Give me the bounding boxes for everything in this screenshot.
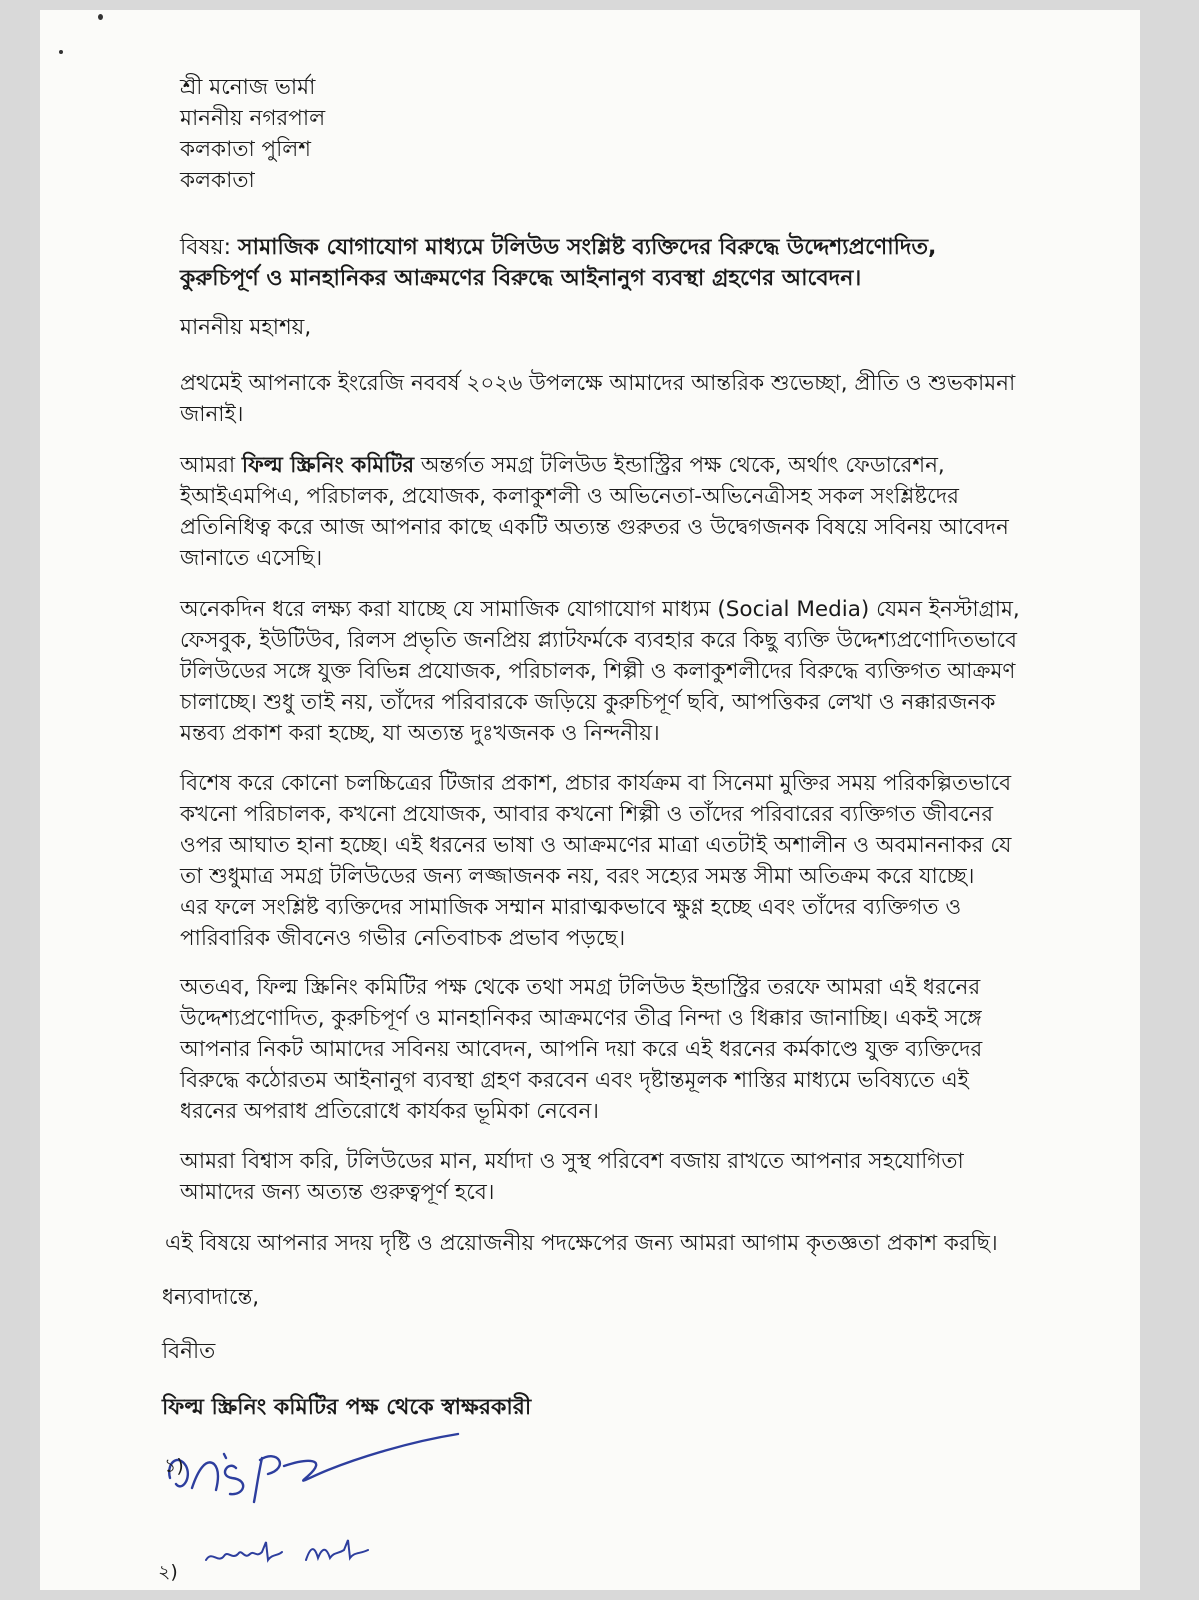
closing-thanks-text: ধন্যবাদান্তে, <box>162 1285 260 1310</box>
closing-thanks <box>162 1282 1122 1313</box>
recipient-name: শ্রী মনোজ ভার্মা <box>180 75 316 100</box>
salutation <box>180 312 1140 343</box>
paragraph-line: অনেকদিন ধরে লক্ষ্য করা যাচ্ছে যে সামাজিক যোগাযোগ মাধ্যম (Social Media) যেমন ইনস্টাগ্রাম, <box>180 597 1020 622</box>
paragraph-4 <box>180 768 1140 954</box>
paragraph-line: তা শুধুমাত্র সমগ্র টলিউডের জন্য লজ্জাজনক নয়, বরং সহ্যের সমস্ত সীমা অতিক্রম করে যাচ্ছে। <box>180 864 975 889</box>
paragraph-line: আমাদের জন্য অত্যন্ত গুরুত্বপূর্ণ হবে। <box>180 1180 495 1205</box>
paragraph-2 <box>180 450 1140 574</box>
subject-label: বিষয়: <box>180 235 232 260</box>
paragraph-line: ফেসবুক, ইউটিউব, রিলস প্রভৃতি জনপ্রিয় প্ল্যাটফর্মকে ব্যবহার করে কিছু ব্যক্তি উদ্দেশ্যপ্রণোদিতভাবে <box>180 628 1017 653</box>
paragraph-line: চালাচ্ছে। শুধু তাই নয়, তাঁদের পরিবারকে জড়িয়ে কুরুচিপূর্ণ ছবি, আপত্তিকর লেখা ও নক্কারজনক <box>180 690 996 715</box>
paragraph-line: এই বিষয়ে আপনার সদয় দৃষ্টি ও প্রয়োজনীয় পদক্ষেপের জন্য আমরা আগাম কৃতজ্ঞতা প্রকাশ করছি। <box>165 1231 998 1256</box>
letter-page <box>40 10 1140 1590</box>
paper-speck <box>98 14 103 20</box>
paragraph-line: বিশেষ করে কোনো চলচ্চিত্রের টিজার প্রকাশ, প্রচার কার্যক্রম বা সিনেমা মুক্তির সময় পরিকল্পিতভাবে <box>180 771 1012 796</box>
paragraph-7 <box>165 1228 1125 1259</box>
paragraph-line: টলিউডের সঙ্গে যুক্ত বিভিন্ন প্রযোজক, পরিচালক, শিল্পী ও কলাকুশলীদের বিরুদ্ধে ব্যক্তিগত আক্রমণ <box>180 659 1016 684</box>
committee-name: ফিল্ম স্ক্রিনিং কমিটির <box>241 453 415 478</box>
paragraph-line: উদ্দেশ্যপ্রণোদিত, কুরুচিপূর্ণ ও মানহানিকর আক্রমণের তীব্র নিন্দা ও ধিক্কার জানাচ্ছি। একই সঙ্গে <box>180 1006 982 1031</box>
paragraph-line: জানাতে এসেছি। <box>180 546 323 571</box>
paragraph-line: ইআইএমপিএ, পরিচালক, প্রযোজক, কলাকুশলী ও অভিনেতা-অভিনেত্রীসহ সকল সংশ্লিষ্টদের <box>180 484 959 509</box>
recipient-city: কলকাতা <box>180 168 255 193</box>
paragraph-line: কখনো পরিচালক, কখনো প্রযোজক, আবার কখনো শিল্পী ও তাঁদের পরিবারের ব্যক্তিগত জীবনের <box>180 802 994 827</box>
recipient-office: কলকাতা পুলিশ <box>180 137 312 162</box>
subject-line-2: কুরুচিপূর্ণ ও মানহানিকর আক্রমণের বিরুদ্ধে আইনানুগ ব্যবস্থা গ্রহণের আবেদন। <box>180 266 862 291</box>
signatory-title-text: ফিল্ম স্ক্রিনিং কমিটির পক্ষ থেকে স্বাক্ষরকারী <box>162 1395 532 1420</box>
recipient-designation: মাননীয় নগরপাল <box>180 106 326 131</box>
salutation-text: মাননীয় মহাশয়, <box>180 315 312 340</box>
recipient-address <box>180 72 1140 196</box>
paragraph-6 <box>180 1146 1140 1208</box>
paragraph-line: প্রথমেই আপনাকে ইংরেজি নববর্ষ ২০২৬ উপলক্ষে আমাদের আন্তরিক শুভেচ্ছা, প্রীতি ও শুভকামনা <box>180 371 1016 396</box>
paragraph-5 <box>180 972 1140 1127</box>
paragraph-3 <box>180 594 1140 749</box>
paragraph-1 <box>180 368 1140 430</box>
paragraph-line: এর ফলে সংশ্লিষ্ট ব্যক্তিদের সামাজিক সম্মান মারাত্মকভাবে ক্ষুণ্ণ হচ্ছে এবং তাঁদের ব্যক্তিগত ও <box>180 895 962 920</box>
paragraph-line: মন্তব্য প্রকাশ করা হচ্ছে, যা অত্যন্ত দুঃখজনক ও নিন্দনীয়। <box>180 721 660 746</box>
paragraph-line: পারিবারিক জীবনেও গভীর নেতিবাচক প্রভাব পড়ছে। <box>180 926 626 951</box>
paragraph-line: বিরুদ্ধে কঠোরতম আইনানুগ ব্যবস্থা গ্রহণ করবেন এবং দৃষ্টান্তমূলক শাস্তির মাধ্যমে ভবিষ্যতে এই <box>180 1068 969 1093</box>
paragraph-line: প্রতিনিধিত্ব করে আজ আপনার কাছে একটি অত্যন্ত গুরুতর ও উদ্বেগজনক বিষয়ে সবিনয় আবেদন <box>180 515 1009 540</box>
handwritten-signature-1 <box>158 1418 478 1508</box>
paragraph-line: জানাই। <box>180 402 244 427</box>
closing-yours-text: বিনীত <box>162 1339 216 1364</box>
paragraph-lead: আমরা <box>180 453 236 478</box>
paper-speck <box>59 50 63 54</box>
subject-block <box>180 232 1140 294</box>
paragraph-line: ধরনের অপরাধ প্রতিরোধে কার্যকর ভূমিকা নেবেন। <box>180 1099 599 1124</box>
paragraph-line: ওপর আঘাত হানা হচ্ছে। এই ধরনের ভাষা ও আক্রমণের মাত্রা এতটাই অশালীন ও অবমাননাকর যে <box>180 833 1012 858</box>
subject-line-1: সামাজিক যোগাযোগ মাধ্যমে টলিউড সংশ্লিষ্ট ব্যক্তিদের বিরুদ্ধে উদ্দেশ্যপ্রণোদিত, <box>238 235 937 260</box>
paragraph-line: অন্তর্গত সমগ্র টলিউড ইন্ডাস্ট্রির পক্ষ থেকে, অর্থাৎ ফেডারেশন, <box>420 453 945 478</box>
closing-yours <box>162 1336 1122 1367</box>
paragraph-line: আমরা বিশ্বাস করি, টলিউডের মান, মর্যাদা ও সুস্থ পরিবেশ বজায় রাখতে আপনার সহযোগিতা <box>180 1149 964 1174</box>
signature-number-1: ১) <box>164 1455 184 1477</box>
paragraph-line: অতএব, ফিল্ম স্ক্রিনিং কমিটির পক্ষ থেকে তথা সমগ্র টলিউড ইন্ডাস্ট্রির তরফে আমরা এই ধরনের <box>180 975 981 1000</box>
handwritten-signature-2 <box>198 1530 398 1580</box>
signature-number-2: ২) <box>158 1561 178 1583</box>
paragraph-line: আপনার নিকট আমাদের সবিনয় আবেদন, আপনি দয়া করে এই ধরনের কর্মকাণ্ডে যুক্ত ব্যক্তিদের <box>180 1037 983 1062</box>
